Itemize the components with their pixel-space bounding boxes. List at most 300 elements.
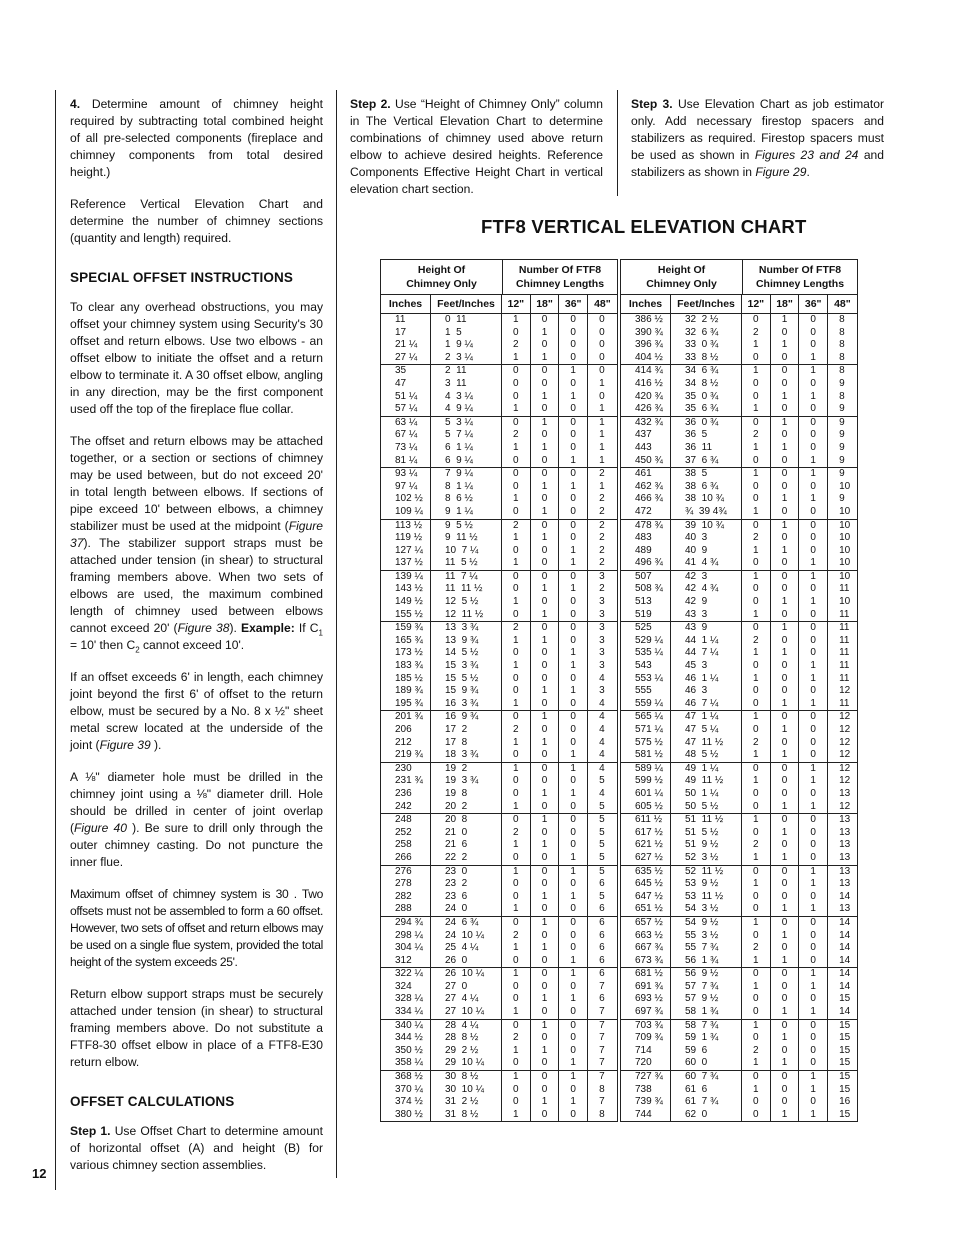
cell-inches: 437 xyxy=(621,429,671,442)
cell-18: 0 xyxy=(771,917,800,930)
cell-feet-inches: 56 1 ¾ xyxy=(671,955,742,968)
cell-48: 6 xyxy=(599,942,605,954)
cell-18: 1 xyxy=(771,391,800,404)
cell-12: 0 xyxy=(742,1006,771,1019)
cell-18: 0 xyxy=(771,685,800,698)
table-row xyxy=(621,930,857,943)
cell-36: 0 xyxy=(559,622,588,635)
cell-36: 0 xyxy=(559,814,588,827)
cell-12: 2 xyxy=(502,429,531,442)
cell-inches: 109 ¼ xyxy=(381,506,431,519)
table-row xyxy=(381,455,617,468)
row-group xyxy=(381,711,617,762)
table-row xyxy=(621,327,857,340)
row-group xyxy=(621,1071,857,1121)
cell-36: 1 xyxy=(559,391,588,404)
cell-12: 0 xyxy=(502,775,531,788)
cell-inches: 195 ¾ xyxy=(381,698,431,711)
cell-18: 1 xyxy=(771,314,800,327)
cell-feet-inches: 27 10 ¼ xyxy=(431,1006,502,1019)
cell-inches: 282 xyxy=(381,891,431,904)
cell-feet-inches: 12 11 ½ xyxy=(431,609,502,622)
cell-12: 1 xyxy=(502,442,531,455)
cell-12: 1 xyxy=(742,1020,771,1033)
table-row xyxy=(381,775,617,788)
cell-18: 0 xyxy=(531,365,560,378)
table-row xyxy=(381,1057,617,1070)
cell-12: 1 xyxy=(742,506,771,519)
cell-feet-inches: 17 2 xyxy=(431,724,502,737)
cell-18: 0 xyxy=(531,955,560,968)
cell-48: 8 xyxy=(839,390,845,402)
cell-18: 1 xyxy=(531,711,560,724)
cell-12: 0 xyxy=(502,583,531,596)
cell-inches: 513 xyxy=(621,596,671,609)
row-group xyxy=(621,711,857,762)
table-row xyxy=(621,1096,857,1109)
cell-inches: 189 ¾ xyxy=(381,685,431,698)
cell-36: 0 xyxy=(799,711,828,724)
cell-inches: 185 ½ xyxy=(381,673,431,686)
cell-36: 1 xyxy=(559,749,588,762)
step3-paragraph xyxy=(631,96,884,181)
cell-18: 1 xyxy=(771,827,800,840)
cell-inches: 571 ¼ xyxy=(621,724,671,737)
cell-12: 1 xyxy=(742,917,771,930)
cell-36: 0 xyxy=(799,339,828,352)
cell-feet-inches: 2 3 ¼ xyxy=(431,352,502,365)
cell-18: 0 xyxy=(771,468,800,481)
cell-inches: 242 xyxy=(381,801,431,814)
cell-feet-inches: 31 8 ½ xyxy=(431,1109,502,1122)
cell-48: 1 xyxy=(599,480,605,492)
cell-18: 0 xyxy=(771,481,800,494)
step3-text-b: and stabilizers as shown in xyxy=(631,148,884,179)
cell-12: 1 xyxy=(502,493,531,506)
cell-36: 0 xyxy=(559,698,588,711)
number-group-label: Number Of FTF8 Chimney Lengths xyxy=(755,264,845,290)
cell-feet-inches: 3 11 xyxy=(431,378,502,391)
cell-18: 0 xyxy=(531,378,560,391)
cell-12: 1 xyxy=(742,647,771,660)
cell-feet-inches: 11 11 ½ xyxy=(431,583,502,596)
cell-18: 1 xyxy=(531,442,560,455)
cell-12: 0 xyxy=(502,685,531,698)
cell-feet-inches: 49 1 ¼ xyxy=(671,763,742,776)
row-group xyxy=(621,468,857,519)
cell-feet-inches: 44 1 ¼ xyxy=(671,635,742,648)
cell-18: 0 xyxy=(771,968,800,981)
cell-12: 0 xyxy=(742,493,771,506)
cell-18: 1 xyxy=(771,596,800,609)
table-row xyxy=(381,417,617,430)
cell-36: 1 xyxy=(799,698,828,711)
cell-12: 0 xyxy=(502,852,531,865)
cell-36: 0 xyxy=(799,403,828,416)
cell-12: 0 xyxy=(502,749,531,762)
cell-18: 0 xyxy=(531,763,560,776)
page-number: 12 xyxy=(32,1166,47,1181)
cell-feet-inches: 17 8 xyxy=(431,737,502,750)
cell-48: 11 xyxy=(839,697,850,709)
cell-36: 0 xyxy=(559,468,588,481)
col-12: 12" xyxy=(742,295,771,313)
offset-text-e: = 10' then C xyxy=(70,638,136,652)
step3-text-a: Use Elevation Chart as job estimator only. Add necessary firestop spacers and stabilizers as required. Firestop spacers must be used as shown in xyxy=(631,97,885,162)
cell-feet-inches: 38 5 xyxy=(671,468,742,481)
cell-inches: 416 ½ xyxy=(621,378,671,391)
cell-48: 7 xyxy=(599,1032,605,1044)
cell-inches: 358 ¼ xyxy=(381,1057,431,1070)
cell-18: 0 xyxy=(531,775,560,788)
cell-48: 15 xyxy=(839,1032,851,1044)
cell-feet-inches: 1 9 ¼ xyxy=(431,339,502,352)
drill-text-a: A ⅛" diameter hole must be drilled in the chimney joint using a ⅛" diameter drill. Hole should be drilled in center of joint overlap ( xyxy=(70,770,323,835)
example-label: Example: xyxy=(241,621,295,635)
offset-calculations-heading: OFFSET CALCULATIONS xyxy=(70,1094,235,1109)
elevation-table-right xyxy=(620,259,858,1122)
cell-inches: 529 ¼ xyxy=(621,635,671,648)
cell-48: 9 xyxy=(839,416,845,428)
cell-feet-inches: 9 5 ½ xyxy=(431,520,502,533)
cell-inches: 466 ¾ xyxy=(621,493,671,506)
cell-48: 7 xyxy=(599,1044,605,1056)
cell-36: 0 xyxy=(799,891,828,904)
cell-feet-inches: 2 11 xyxy=(431,365,502,378)
step1-text: Use Offset Chart to determine amount of horizontal offset (A) and height (B) for various chimney section assemblies. xyxy=(70,1124,324,1172)
cell-36: 0 xyxy=(559,520,588,533)
cell-feet-inches: 6 1 ¼ xyxy=(431,442,502,455)
cell-48: 3 xyxy=(599,622,605,634)
cell-48: 1 xyxy=(599,416,605,428)
cell-36: 0 xyxy=(799,532,828,545)
cell-feet-inches: 41 4 ¾ xyxy=(671,557,742,570)
cell-inches: 420 ¾ xyxy=(621,391,671,404)
table-row xyxy=(621,481,857,494)
cell-36: 0 xyxy=(799,737,828,750)
cell-48: 15 xyxy=(839,1083,851,1095)
cell-18: 1 xyxy=(531,1020,560,1033)
cell-18: 0 xyxy=(771,981,800,994)
cell-48: 6 xyxy=(599,878,605,890)
cell-48: 9 xyxy=(839,493,845,505)
cell-inches: 266 xyxy=(381,852,431,865)
cell-inches: 535 ¼ xyxy=(621,647,671,660)
cell-18: 1 xyxy=(531,993,560,1006)
cell-feet-inches: 11 5 ½ xyxy=(431,557,502,570)
cell-18: 0 xyxy=(771,609,800,622)
cell-12: 2 xyxy=(742,839,771,852)
col-36: 36" xyxy=(799,295,828,313)
cell-feet-inches: 36 0 ¾ xyxy=(671,417,742,430)
cell-18: 0 xyxy=(531,698,560,711)
cell-18: 1 xyxy=(531,635,560,648)
cell-48: 14 xyxy=(839,890,851,902)
table-row xyxy=(381,763,617,776)
cell-18: 0 xyxy=(771,635,800,648)
row-group xyxy=(381,814,617,865)
cell-feet-inches: 12 5 ½ xyxy=(431,596,502,609)
cell-48: 0 xyxy=(599,390,605,402)
cell-48: 2 xyxy=(599,532,605,544)
cell-48: 4 xyxy=(599,697,605,709)
table-row xyxy=(381,622,617,635)
cell-18: 1 xyxy=(771,339,800,352)
cell-12: 0 xyxy=(502,878,531,891)
table-row xyxy=(621,403,857,416)
cell-36: 1 xyxy=(559,365,588,378)
cell-18: 1 xyxy=(531,839,560,852)
cell-36: 0 xyxy=(799,749,828,762)
subscript-2: 2 xyxy=(135,645,140,655)
table-row xyxy=(621,698,857,711)
cell-48: 2 xyxy=(599,557,605,569)
cell-feet-inches: 62 0 xyxy=(671,1109,742,1122)
cell-36: 1 xyxy=(799,571,828,584)
return-elbow-paragraph: Return elbow support straps must be securely attached under tension (in shear) to structural framing members above. Do not substitute a FTF8-30 offset elbow in place of a FTF8-E30 return elbow. xyxy=(70,987,323,1069)
row-group xyxy=(381,968,617,1019)
cell-18: 1 xyxy=(771,520,800,533)
cell-feet-inches: 60 0 xyxy=(671,1057,742,1070)
table-row xyxy=(621,429,857,442)
cell-48: 12 xyxy=(839,762,851,774)
cell-48: 15 xyxy=(839,1019,851,1031)
table-row xyxy=(621,596,857,609)
cell-36: 0 xyxy=(799,852,828,865)
cell-18: 1 xyxy=(771,801,800,814)
offset-text-c: ). xyxy=(229,621,241,635)
cell-inches: 252 xyxy=(381,827,431,840)
cell-18: 0 xyxy=(771,378,800,391)
cell-inches: 483 xyxy=(621,532,671,545)
cell-12: 0 xyxy=(502,545,531,558)
cell-inches: 697 ¾ xyxy=(621,1006,671,1019)
col-36: 36" xyxy=(559,295,588,313)
cell-48: 15 xyxy=(839,1044,851,1056)
table-row xyxy=(621,839,857,852)
cell-36: 0 xyxy=(799,622,828,635)
cell-18: 0 xyxy=(771,506,800,519)
cell-feet-inches: 24 10 ¼ xyxy=(431,930,502,943)
cell-inches: 508 ¾ xyxy=(621,583,671,596)
cell-18: 1 xyxy=(531,481,560,494)
cell-18: 0 xyxy=(531,339,560,352)
clear-obstructions-paragraph: To clear any overhead obstructions, you may offset your chimney system using Security's 30 offset and return elbows. Use two elbows - an offset elbow to initiate the offset and a return elbow to terminate it. A 30 offset elbow, angling in any direction, may be the first component used off the top of the fireplace flue collar. xyxy=(70,300,323,416)
cell-feet-inches: 52 11 ½ xyxy=(671,866,742,879)
table-row xyxy=(621,1045,857,1058)
cell-inches: 581 ½ xyxy=(621,749,671,762)
cell-18: 1 xyxy=(531,327,560,340)
cell-feet-inches: 20 2 xyxy=(431,801,502,814)
table-row xyxy=(381,1045,617,1058)
cell-36: 0 xyxy=(799,724,828,737)
cell-48: 5 xyxy=(599,814,605,826)
cell-36: 0 xyxy=(799,1045,828,1058)
cell-48: 12 xyxy=(839,685,851,697)
column-rule-2 xyxy=(617,90,618,196)
cell-inches: 149 ½ xyxy=(381,596,431,609)
cell-18: 0 xyxy=(771,993,800,1006)
cell-36: 0 xyxy=(799,609,828,622)
cell-48: 9 xyxy=(839,403,845,415)
cell-48: 9 xyxy=(839,377,845,389)
table-row xyxy=(381,520,617,533)
table-row xyxy=(381,339,617,352)
cell-feet-inches: 59 1 ¾ xyxy=(671,1032,742,1045)
cell-inches: 443 xyxy=(621,442,671,455)
table-row xyxy=(381,1109,617,1122)
table-row xyxy=(381,571,617,584)
cell-18: 0 xyxy=(771,763,800,776)
cell-36: 0 xyxy=(799,506,828,519)
cell-inches: 426 ¾ xyxy=(621,403,671,416)
cell-18: 0 xyxy=(531,520,560,533)
cell-18: 0 xyxy=(771,866,800,879)
cell-inches: 611 ½ xyxy=(621,814,671,827)
row-group xyxy=(621,571,857,622)
cell-18: 0 xyxy=(771,839,800,852)
cell-feet-inches: 19 8 xyxy=(431,788,502,801)
cell-36: 0 xyxy=(799,1057,828,1070)
cell-48: 10 xyxy=(839,596,851,608)
table-row xyxy=(381,403,617,416)
cell-18: 0 xyxy=(531,801,560,814)
cell-18: 0 xyxy=(531,429,560,442)
cell-36: 0 xyxy=(799,417,828,430)
cell-feet-inches: 14 5 ½ xyxy=(431,647,502,660)
cell-36: 0 xyxy=(799,685,828,698)
cell-feet-inches: 40 3 xyxy=(671,532,742,545)
cell-12: 0 xyxy=(742,660,771,673)
cell-18: 1 xyxy=(531,352,560,365)
cell-inches: 350 ½ xyxy=(381,1045,431,1058)
cell-12: 0 xyxy=(742,801,771,814)
chart-title: FTF8 VERTICAL ELEVATION CHART xyxy=(481,216,807,237)
cell-48: 5 xyxy=(599,890,605,902)
cell-48: 4 xyxy=(599,762,605,774)
cell-12: 0 xyxy=(742,685,771,698)
cell-12: 0 xyxy=(502,609,531,622)
cell-12: 0 xyxy=(742,891,771,904)
cell-feet-inches: 23 2 xyxy=(431,878,502,891)
cell-feet-inches: 55 3 ½ xyxy=(671,930,742,943)
cell-48: 13 xyxy=(839,851,851,863)
cell-inches: 691 ¾ xyxy=(621,981,671,994)
cell-18: 0 xyxy=(771,814,800,827)
cell-inches: 599 ½ xyxy=(621,775,671,788)
cell-18: 0 xyxy=(531,468,560,481)
row-group xyxy=(381,571,617,622)
cell-48: 14 xyxy=(839,980,851,992)
table-row xyxy=(381,711,617,724)
table-row xyxy=(381,852,617,865)
cell-48: 6 xyxy=(599,903,605,915)
column-3 xyxy=(631,96,884,196)
cell-12: 1 xyxy=(742,814,771,827)
cell-feet-inches: 13 3 ¾ xyxy=(431,622,502,635)
table-row xyxy=(381,1084,617,1097)
cell-feet-inches: 15 9 ¾ xyxy=(431,685,502,698)
offset-elbows-paragraph xyxy=(70,433,323,654)
cell-12: 0 xyxy=(502,891,531,904)
step4-label: 4. xyxy=(70,97,81,111)
row-group xyxy=(621,622,857,711)
cell-18: 0 xyxy=(531,493,560,506)
table-row xyxy=(621,352,857,365)
table-row xyxy=(621,1020,857,1033)
cell-feet-inches: 21 6 xyxy=(431,839,502,852)
cell-48: 7 xyxy=(599,1019,605,1031)
col-12: 12" xyxy=(502,295,531,313)
table-row xyxy=(381,468,617,481)
cell-36: 0 xyxy=(799,481,828,494)
cell-36: 0 xyxy=(559,981,588,994)
cell-12: 2 xyxy=(742,532,771,545)
cell-inches: 605 ½ xyxy=(621,801,671,814)
cell-48: 11 xyxy=(839,660,850,672)
cell-inches: 102 ½ xyxy=(381,493,431,506)
cell-18: 0 xyxy=(531,557,560,570)
cell-48: 2 xyxy=(599,544,605,556)
cell-feet-inches: 22 2 xyxy=(431,852,502,865)
cell-feet-inches: 54 9 ½ xyxy=(671,917,742,930)
cell-18: 1 xyxy=(771,545,800,558)
cell-48: 6 xyxy=(599,929,605,941)
cell-inches: 93 ¼ xyxy=(381,468,431,481)
table-row xyxy=(381,596,617,609)
cell-48: 2 xyxy=(599,493,605,505)
step2-text: Use “Height of Chimney Only” column in The Vertical Elevation Chart to determine combinations of chimney used above return elbow to achieve desired heights. Reference Components Effective Height Chart in vertical elevation chart section. xyxy=(350,97,603,196)
cell-12: 0 xyxy=(502,647,531,660)
cell-feet-inches: 42 4 ¾ xyxy=(671,583,742,596)
cell-inches: 334 ¼ xyxy=(381,1006,431,1019)
cell-36: 0 xyxy=(799,520,828,533)
cell-48: 16 xyxy=(839,1096,851,1108)
cell-48: 0 xyxy=(599,314,605,325)
cell-feet-inches: ¾ 39 4¾ xyxy=(671,506,742,519)
cell-inches: 206 xyxy=(381,724,431,737)
cell-36: 0 xyxy=(559,352,588,365)
table-row xyxy=(381,583,617,596)
cell-18: 1 xyxy=(771,1032,800,1045)
cell-36: 0 xyxy=(559,801,588,814)
cell-inches: 236 xyxy=(381,788,431,801)
cell-48: 12 xyxy=(839,800,851,812)
cell-feet-inches: 61 6 xyxy=(671,1084,742,1097)
cell-inches: 322 ¼ xyxy=(381,968,431,981)
cell-inches: 525 xyxy=(621,622,671,635)
col-18: 18" xyxy=(531,295,560,313)
cell-feet-inches: 51 5 ½ xyxy=(671,827,742,840)
cell-12: 2 xyxy=(502,1032,531,1045)
table-row xyxy=(621,493,857,506)
cell-feet-inches: 51 11 ½ xyxy=(671,814,742,827)
cell-48: 14 xyxy=(839,968,851,980)
cell-feet-inches: 58 7 ¾ xyxy=(671,1020,742,1033)
cell-feet-inches: 15 3 ¾ xyxy=(431,660,502,673)
cell-12: 1 xyxy=(742,403,771,416)
cell-18: 0 xyxy=(771,711,800,724)
table-row xyxy=(621,378,857,391)
cell-36: 0 xyxy=(799,993,828,1006)
figure-37-ref: Figure 37 xyxy=(70,519,323,550)
row-group xyxy=(381,520,617,571)
cell-feet-inches: 44 7 ¼ xyxy=(671,647,742,660)
cell-feet-inches: 47 1 ¼ xyxy=(671,711,742,724)
table-row xyxy=(381,1020,617,1033)
cell-48: 13 xyxy=(839,865,851,877)
cell-12: 0 xyxy=(502,571,531,584)
